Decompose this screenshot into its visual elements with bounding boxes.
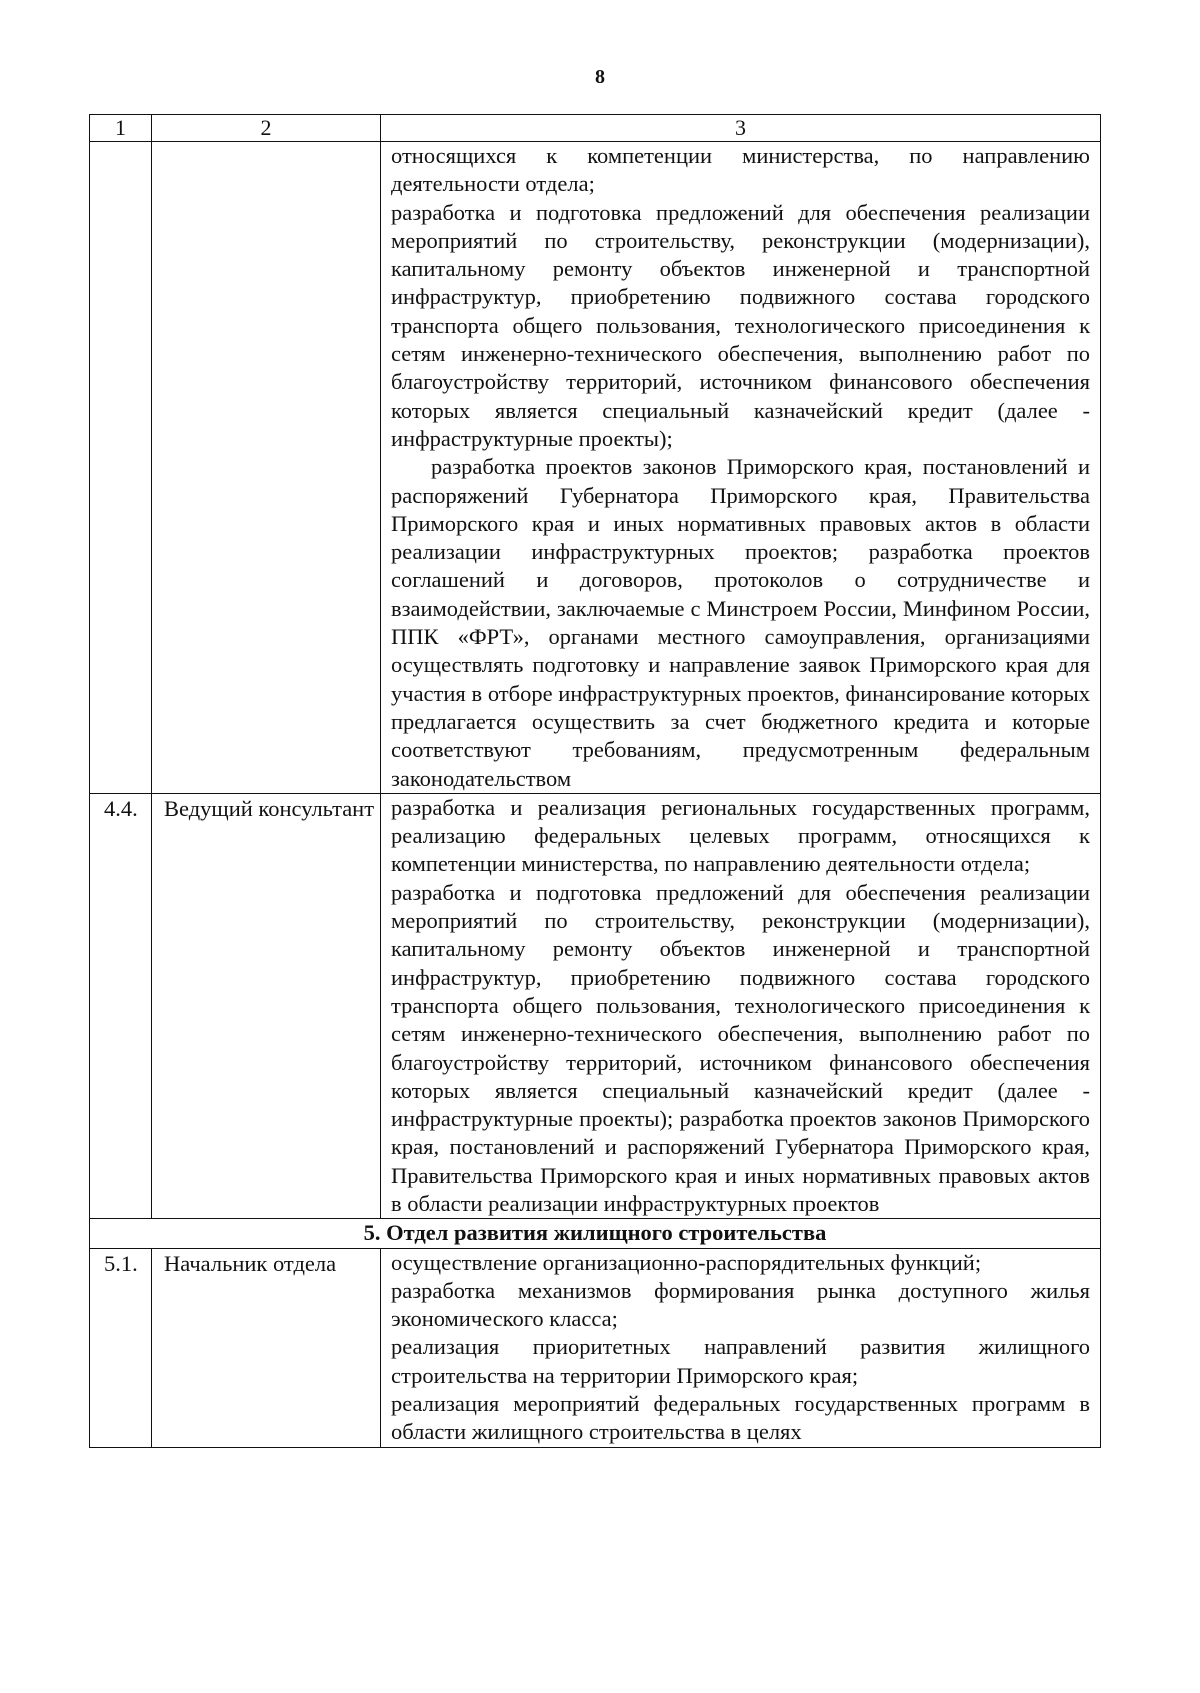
duty-paragraph: относящихся к компетенции министерства, по направлению деятельности отдела;: [391, 143, 1090, 197]
column-header-1: 1: [90, 115, 152, 142]
table-row: [90, 142, 1101, 794]
duty-paragraph: разработка механизмов формирования рынка доступного жилья экономического класса;: [391, 1277, 1090, 1332]
table-row: [90, 793, 1101, 1218]
row-number: [90, 142, 152, 794]
duty-paragraph: разработка и подготовка предложений для обеспечения реализации мероприятий по строительству, реконструкции (модернизации), капитальному ремонту объектов инженерной и транспортной инфраструктур, приобретению подвижного состава городского транспорта общего пользования, технологического присоединения к сетям инженерно-технического обеспечения, выполнению работ по благоустройству территорий, источником финансового обеспечения которых является специальный казначейский кредит (далее - инфраструктурные проекты); разработка проектов законов Приморского края, постановлений и распоряжений Губернатора Приморского края, Правительства Приморского края и иных нормативных правовых актов в области реализации инфраструктурных проектов: [391, 879, 1090, 1216]
table-row: [90, 1248, 1101, 1447]
page-number: 8: [595, 66, 605, 88]
position-cell: Ведущий консультант: [152, 793, 381, 1218]
duties-cell: [381, 142, 1101, 794]
duty-paragraph: разработка и подготовка предложений для обеспечения реализации мероприятий по строительству, реконструкции (модернизации), капитальному ремонту объектов инженерной и транспортной инфраструктур, приобретению подвижного состава городского транспорта общего пользования, технологического присоединения к сетям инженерно-технического обеспечения, выполнению работ по благоустройству территорий, источником финансового обеспечения которых является специальный казначейский кредит (далее - инфраструктурные проекты);: [391, 199, 1090, 451]
table-header-row: [90, 115, 1101, 142]
row-number: 4.4.: [90, 793, 152, 1218]
duty-paragraph: реализация мероприятий федеральных государственных программ в области жилищного строительства в целях: [391, 1391, 1090, 1445]
row-number: 5.1.: [90, 1248, 152, 1447]
section-header-row: [90, 1219, 1101, 1248]
duty-paragraph: разработка и реализация региональных государственных программ, реализацию федеральных целевых программ, относящихся к компетенции министерства, по направлению деятельности отдела;: [391, 794, 1090, 877]
column-header-2: 2: [152, 115, 381, 142]
duties-cell: [381, 1248, 1101, 1447]
duties-table: [89, 114, 1101, 1448]
duties-cell: [381, 793, 1101, 1218]
duty-paragraph: разработка проектов законов Приморского края, постановлений и распоряжений Губернатора Приморского края, Правительства Приморского края и иных нормативных правовых актов в области реализации инфраструктурных проектов; разработка проектов соглашений и договоров, протоколов о сотрудничестве и взаимодействии, заключаемые с Минстроем России, Минфином России, ППК «ФРТ», органами местного самоуправления, организациями осуществлять подготовку и направление заявок Приморского края для участия в отборе инфраструктурных проектов, финансирование которых предлагается осуществить за счет бюджетного кредита и которые соответствуют требованиям, предусмотренным федеральным законодательством: [391, 454, 1090, 791]
section-title: 5. Отдел развития жилищного строительства: [90, 1219, 1101, 1248]
position-cell: Начальник отдела: [152, 1248, 381, 1447]
duty-paragraph: осуществление организационно-распорядительных функций;: [391, 1249, 982, 1275]
position-cell: [152, 142, 381, 794]
column-header-3: 3: [381, 115, 1101, 142]
duty-paragraph: реализация приоритетных направлений развития жилищного строительства на территории Приморского края;: [391, 1334, 1090, 1388]
